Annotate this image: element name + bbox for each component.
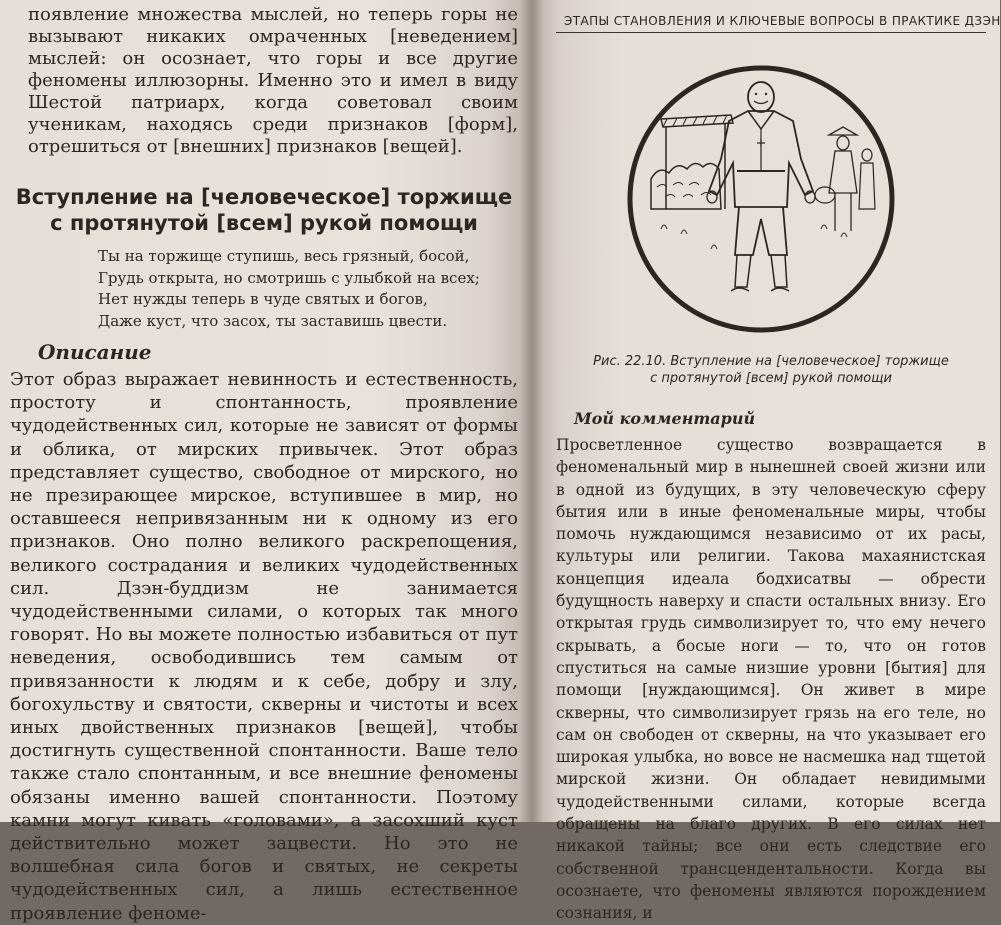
description-heading: Описание	[38, 340, 152, 364]
description-body: Этот образ выражает невинность и естественность, простоту и спонтанность, проявление чудодейственных сил, которые не зависят от формы и облика, от мирских привычек. Этот образ представляет существо, свободное от мирского, но не презирающее мирское, вступившее в мир, но оставшееся непривязанным ни к одному из его признаков. Оно полно великого раскрепощения, великого сострадания и великих чудодейственных сил. Дзэн-буддизм не занимается чудодейственными силами, о которых так много говорят. Но вы можете полностью избавиться от пут неведения, освободившись тем самым от привязанности к людям и к себе, добру и злу, богохульству и святости, скверны и чистоты и всех иных двойственных признаков [вещей], чтобы достигнуть существенной спонтанности. Ваше тело также стало спонтанным, и все внешние феномены обязаны именно вашей спонтанности. Поэтому камни могут кивать «головами», а засохший куст действительно может зацвести. Но это не волшебная сила богов и святых, не секреты чудодейственных сил, а лишь естественное проявление феноме-	[10, 369, 518, 924]
section-title	[10, 184, 518, 236]
section-title-line-1: Вступление на [человеческое] торжище	[15, 185, 513, 209]
verse-line-4: Даже куст, что засох, ты заставишь цвести.	[98, 311, 448, 330]
verse-line-1: Ты на торжище ступишь, весь грязный, босой,	[98, 247, 470, 265]
verse	[10, 246, 518, 332]
section-title-line-2: с протянутой [всем] рукой помощи	[50, 211, 478, 235]
book-gutter	[520, 0, 544, 822]
verse-line-2: Грудь открыта, но смотришь с улыбкой на всех;	[98, 268, 480, 287]
commentary-heading: Мой комментарий	[574, 409, 756, 428]
right-page	[532, 0, 1001, 923]
caption-line-2: с протянутой [всем] рукой помощи	[650, 371, 892, 386]
commentary-body: Просветленное существо возвращается в феноменальный мир в нынешней своей жизни или в одной из будущих, в эту человеческую сферу бытия или в иные феноменальные миры, чтобы помочь нуждающимся независимо от их расы, культуры или религии. Такова махаянистская концепция идеала бодхисатвы — обрести будущность наверху и спасти остальных внизу. Его открытая грудь символизирует то, что ему нечего скрывать, а босые ноги — то, что он готов спуститься на самые низшие уровни [бытия] для помощи [нуждающимся]. Он живет в мире скверны, что символизирует грязь на его теле, но сам он свободен от скверны, на что указывает его широкая улыбка, но вовсе не насмешка над тщетой мирской жизни. Он обладает невидимыми чудодейственными силами, которые всегда обращены на благо других. В его силах нет никакой тайны; все они есть следствие его собственной трансцендентальности. Когда вы осознаете, что феномены являются порождением сознания, и	[556, 436, 986, 923]
caption-line-1: Рис. 22.10. Вступление на [человеческое] торжище	[593, 354, 949, 369]
figure-caption	[556, 353, 986, 387]
verse-line-3: Нет нужды теперь в чуде святых и богов,	[98, 290, 428, 308]
running-head: ЭТАПЫ СТАНОВЛЕНИЯ И КЛЮЧЕВЫЕ ВОПРОСЫ В ПРАКТИКЕ ДЗЭН	[556, 0, 986, 33]
figure	[556, 59, 986, 339]
enso-circle-market-figure-icon	[621, 59, 901, 339]
top-paragraph: появление множества мыслей, но теперь горы не вызывают никаких омраченных [неведением] мыслей: он осознает, что горы и все другие феномены иллюзорны. Именно это и имел в виду Шестой патриарх, когда советовал своим ученикам, находясь среди признаков [форм], отрешиться от [внешних] признаков [вещей].	[28, 4, 518, 157]
